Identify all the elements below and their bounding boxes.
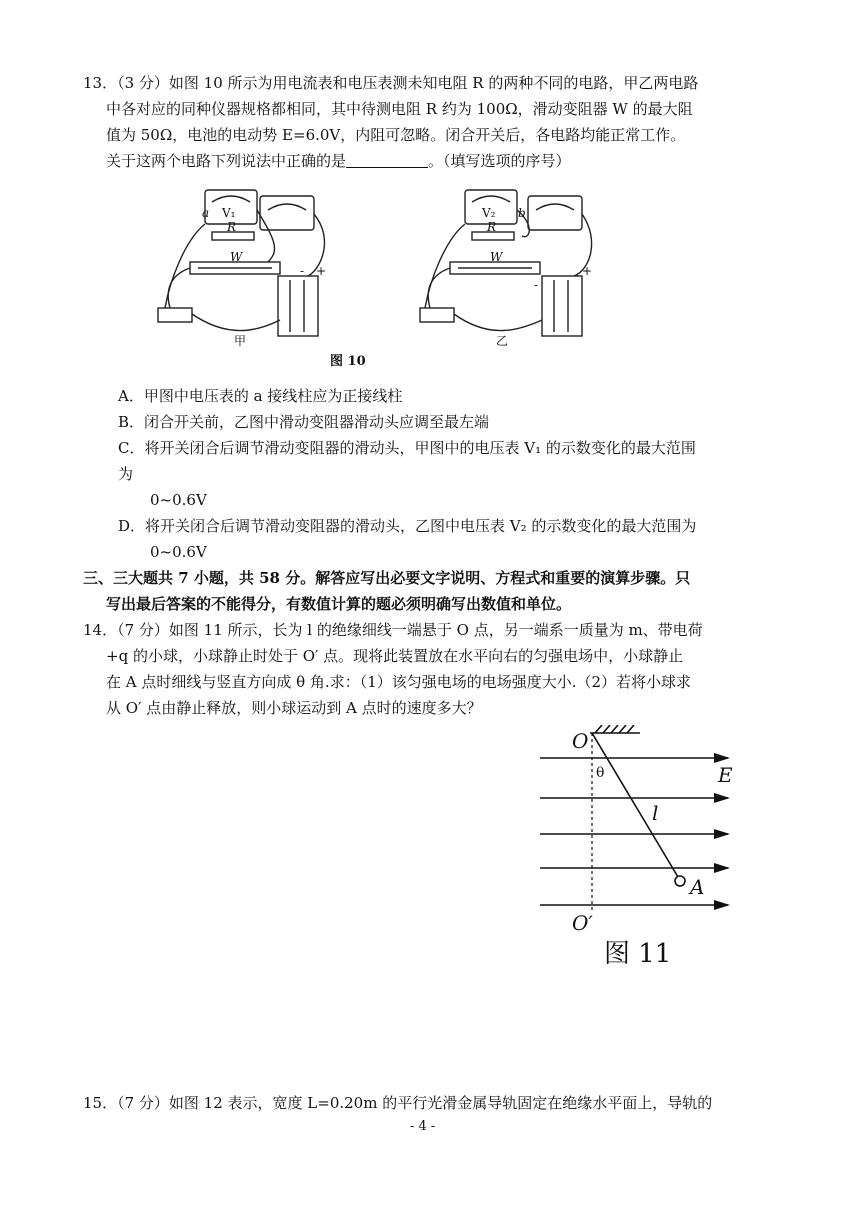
switch-left xyxy=(158,308,192,322)
label-v1: V₁ xyxy=(222,206,236,220)
label-v2: V₂ xyxy=(482,206,496,220)
q13-option-c-line-2: 为 xyxy=(118,465,134,483)
label-plus-right: + xyxy=(582,264,593,278)
figure-11-caption: 图 11 xyxy=(604,939,672,969)
switch-right xyxy=(420,308,454,322)
q13-line-1: 13．（3 分）如图 10 所示为用电流表和电压表测未知电阻 R 的两种不同的电路，甲乙两电路 xyxy=(83,74,699,92)
q13-option-d-line-2: 0~0.6V xyxy=(150,543,207,561)
q13-option-a: A．甲图中电压表的 a 接线柱应为正接线柱 xyxy=(118,387,403,405)
label-plus-left: + xyxy=(316,264,327,278)
section-3-heading-line-2: 写出最后答案的不能得分，有数值计算的题必须明确写出数值和单位。 xyxy=(106,595,572,613)
page-number: - 4 - xyxy=(410,1119,436,1134)
figure-11 xyxy=(540,725,760,970)
q13-option-b: B．闭合开关前，乙图中滑动变阻器滑动头应调至最左端 xyxy=(118,413,490,431)
label-a: A xyxy=(690,875,705,899)
battery-left xyxy=(278,276,318,336)
answer-blank xyxy=(346,153,428,168)
q14-line-3: 在 A 点时细线与竖直方向成 θ 角.求：（1）该匀强电场的电场强度大小.（2）若将小球求 xyxy=(106,673,692,691)
label-jia: 甲 xyxy=(234,334,247,348)
label-o-prime: O′ xyxy=(572,911,593,935)
label-w-left: W xyxy=(230,250,243,264)
ammeter-left xyxy=(260,196,314,230)
q15-line-1: 15．（7 分）如图 12 表示，宽度 L=0.20m 的平行光滑金属导轨固定在绝缘水平面上，导轨的 xyxy=(83,1094,713,1112)
ball xyxy=(675,876,685,886)
q13-option-c-line-3: 0~0.6V xyxy=(150,491,207,509)
string-line xyxy=(592,733,678,877)
battery-right xyxy=(542,276,582,336)
label-minus-left: - xyxy=(300,264,305,278)
q14-line-4: 从 O′ 点由静止释放，则小球运动到 A 点时的速度多大？ xyxy=(106,699,482,717)
ammeter-right xyxy=(528,196,582,230)
label-yi: 乙 xyxy=(496,334,509,348)
label-theta: θ xyxy=(596,765,605,781)
figure-10-caption: 图 10 xyxy=(330,354,366,369)
q13-line-4-tail: 。（填写选项的序号） xyxy=(428,152,571,170)
q13-line-2: 中各对应的同种仪器规格都相同，其中待测电阻 R 约为 100Ω，滑动变阻器 W 的最大阻 xyxy=(106,100,693,118)
figure-10 xyxy=(150,180,670,370)
label-r-left: R xyxy=(227,220,237,234)
q14-line-2: +q 的小球，小球静止时处于 O′ 点。现将此装置放在水平向右的匀强电场中，小球静止 xyxy=(106,647,684,665)
label-o: O xyxy=(572,729,589,753)
q13-option-d-line-1: D．将开关闭合后调节滑动变阻器的滑动头，乙图中电压表 V₂ 的示数变化的最大范围为 xyxy=(118,517,697,535)
q13-line-4-text: 关于这两个电路下列说法中正确的是 xyxy=(106,152,347,170)
q14-line-1: 14．（7 分）如图 11 所示，长为 l 的绝缘细线一端悬于 O 点，另一端系一质量为 m、带电荷 xyxy=(83,621,703,639)
label-minus-right: - xyxy=(534,278,539,292)
q13-line-3: 值为 50Ω，电池的电动势 E=6.0V，内阻可忽略。闭合开关后，各电路均能正常工作。 xyxy=(106,126,686,144)
q13-line-4 xyxy=(106,151,571,171)
label-l: l xyxy=(652,801,659,825)
label-a: a xyxy=(202,206,210,220)
label-w-right: W xyxy=(490,250,503,264)
label-r-right: R xyxy=(487,220,497,234)
label-e: E xyxy=(718,763,733,787)
q13-option-c-line-1: C．将开关闭合后调节滑动变阻器的滑动头，甲图中的电压表 V₁ 的示数变化的最大范围 xyxy=(118,439,696,457)
label-b: b xyxy=(518,206,526,220)
section-3-heading-line-1: 三、三大题共 7 小题，共 58 分。解答应写出必要文字说明、方程式和重要的演算步骤。只 xyxy=(83,569,691,587)
